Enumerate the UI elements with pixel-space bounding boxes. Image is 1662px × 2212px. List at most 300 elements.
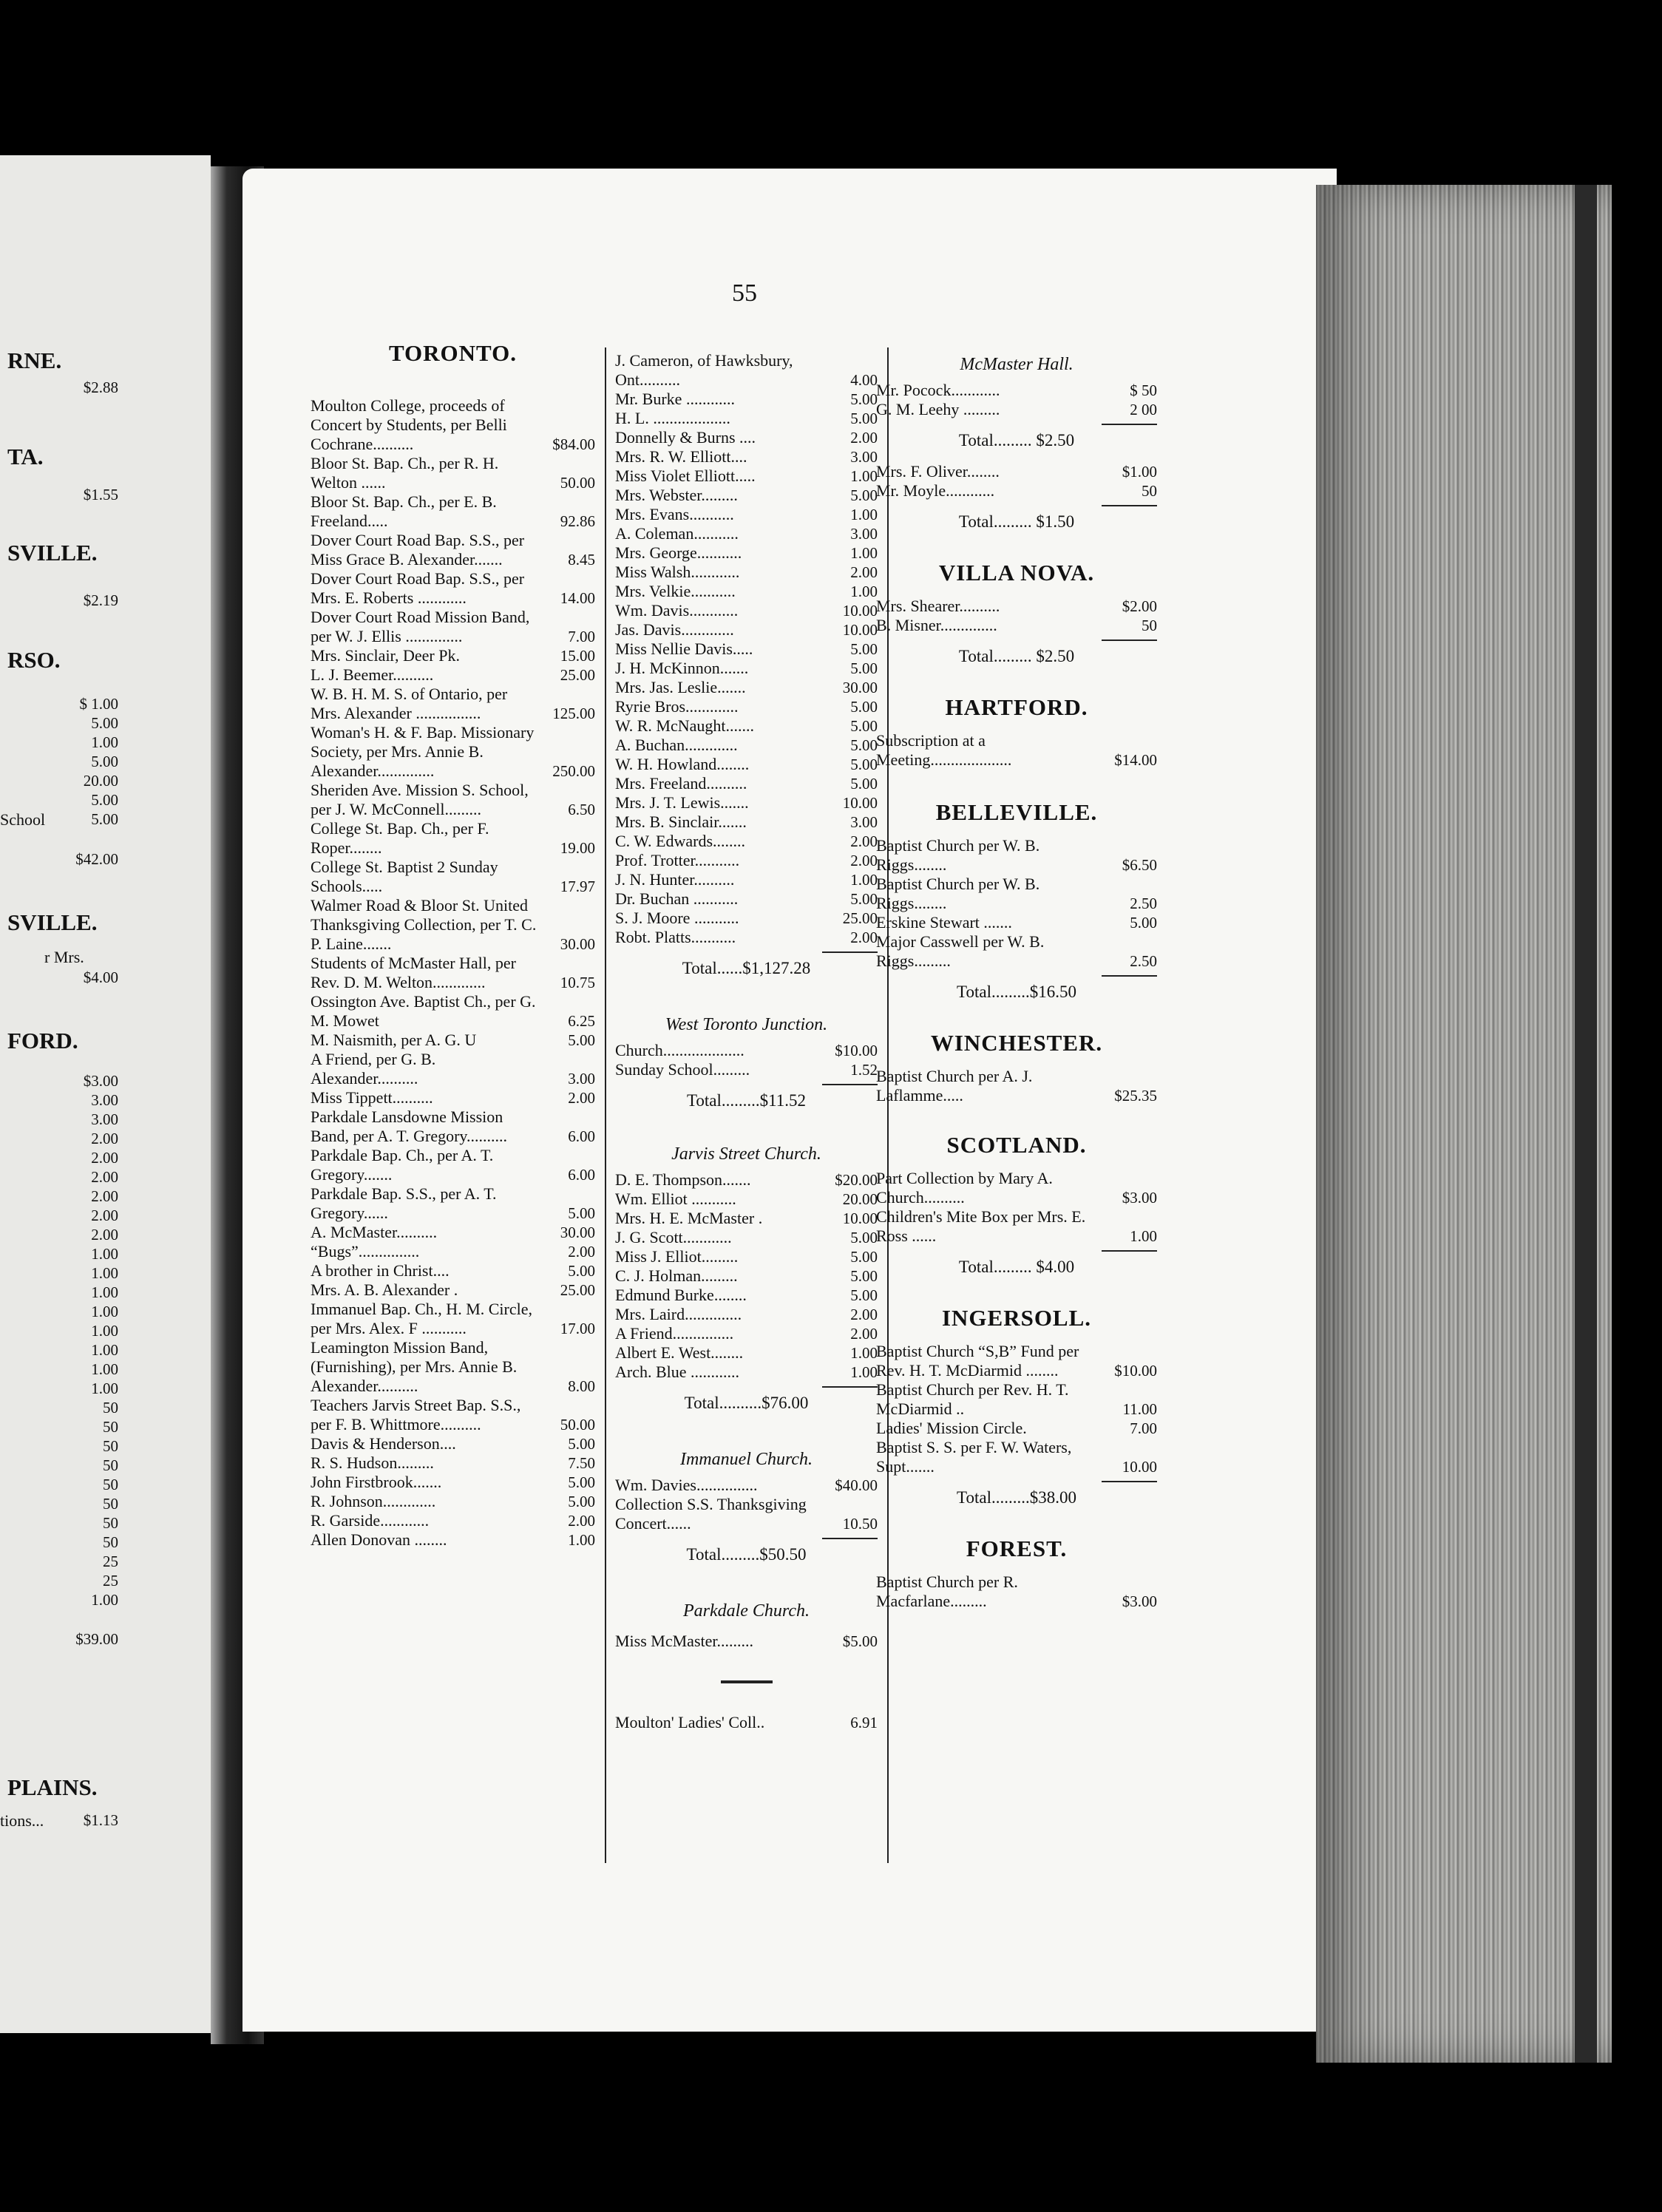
left-page-amount: $3.00 — [83, 1072, 118, 1090]
entry-name: Parkdale Bap. S.S., per A. T. Gregory...... — [311, 1184, 497, 1222]
ledger-entry — [615, 1476, 878, 1495]
left-page-amount: $2.88 — [83, 379, 118, 396]
left-page-heading: RSO. — [7, 647, 61, 673]
immanuel-church-entries — [615, 1476, 878, 1533]
left-page-heading: PLAINS. — [7, 1774, 98, 1800]
total-rule — [822, 1084, 878, 1085]
entry-amount: 2.00 — [850, 929, 878, 946]
entry-name: Bloor St. Bap. Ch., per E. B. Freeland..... — [311, 492, 497, 530]
entry-amount: 5.00 — [568, 1473, 595, 1491]
toronto-entries — [311, 396, 595, 1550]
left-page-amount: 2.00 — [91, 1168, 118, 1186]
entry-amount: 6.25 — [568, 1012, 595, 1030]
entry-name: Mrs. A. B. Alexander . — [311, 1280, 458, 1299]
left-page-amount: 1.00 — [91, 1245, 118, 1263]
entry-amount: 7.00 — [1130, 1419, 1157, 1437]
ledger-entry — [311, 1088, 595, 1107]
ledger-entry — [311, 665, 595, 685]
left-page-amount: 2.00 — [91, 1130, 118, 1147]
entry-amount: 5.00 — [850, 640, 878, 658]
forest-entries — [876, 1573, 1157, 1611]
entry-amount: 2.00 — [850, 832, 878, 850]
entry-amount: 250.00 — [552, 762, 595, 780]
left-page-amount: 3.00 — [91, 1110, 118, 1128]
ingersoll-entries — [876, 1342, 1157, 1476]
entry-amount: 5.00 — [850, 486, 878, 504]
entry-name: Baptist Church “S,B” Fund per Rev. H. T. McDiarmid ........ — [876, 1342, 1079, 1380]
jarvis-street-total: Total..........$76.00 — [684, 1394, 809, 1412]
entry-name: Parkdale Bap. Ch., per A. T. Gregory....... — [311, 1146, 494, 1184]
ledger-entry — [876, 913, 1157, 932]
ledger-entry — [876, 875, 1157, 913]
entry-name: Students of McMaster Hall, per Rev. D. M. Welton............. — [311, 954, 516, 991]
left-page-amount: 50 — [103, 1533, 118, 1551]
entry-amount: 25.00 — [560, 666, 595, 684]
ledger-entry — [311, 1184, 595, 1223]
ledger-entry — [615, 1170, 878, 1190]
entry-amount: 2 00 — [1130, 401, 1157, 418]
ledger-entry — [615, 1247, 878, 1266]
ledger-entry — [615, 793, 878, 812]
entry-amount: 5.00 — [850, 756, 878, 773]
entry-name: Children's Mite Box per Mrs. E. Ross ...... — [876, 1207, 1086, 1245]
entry-name: Dr. Buchan ........... — [615, 889, 739, 908]
entry-name: Baptist Church per A. J. Laflamme..... — [876, 1067, 1033, 1105]
ledger-entry — [311, 1280, 595, 1300]
villa-nova-heading: VILLA NOVA. — [938, 560, 1095, 586]
entry-name: Miss Nellie Davis..... — [615, 639, 753, 658]
ledger-entry — [876, 1573, 1157, 1611]
ledger-entry — [615, 582, 878, 601]
forest-heading: FOREST. — [966, 1536, 1068, 1561]
entry-name: A. Buchan............. — [615, 736, 738, 754]
belleville-total: Total.........$16.50 — [957, 983, 1076, 1001]
total-rule — [1102, 505, 1157, 506]
entry-amount: 5.00 — [1130, 914, 1157, 932]
ledger-entry — [311, 1511, 595, 1530]
entry-amount: 10.00 — [842, 794, 878, 812]
entry-name: Bloor St. Bap. Ch., per R. H. Welton ...... — [311, 454, 499, 492]
ledger-entry — [311, 1473, 595, 1492]
ledger-entry — [615, 755, 878, 774]
entry-amount: 1.00 — [850, 544, 878, 562]
entry-name: Mrs. Shearer.......... — [876, 597, 1000, 615]
left-page-amount: 50 — [103, 1495, 118, 1513]
entry-name: J. H. McKinnon....... — [615, 659, 749, 677]
entry-amount: 5.00 — [850, 659, 878, 677]
left-page-amount: 50 — [103, 1514, 118, 1532]
ledger-entry — [311, 992, 595, 1031]
left-page-amount: 5.00 — [91, 714, 118, 732]
left-page-amount: 20.00 — [83, 772, 118, 790]
entry-amount: 2.00 — [850, 563, 878, 581]
entry-amount: 1.00 — [568, 1531, 595, 1549]
ledger-entry — [615, 909, 878, 928]
entry-name: Erskine Stewart ....... — [876, 913, 1012, 932]
belleville-heading: BELLEVILLE. — [935, 799, 1098, 825]
entry-amount: $ 50 — [1130, 381, 1157, 399]
scotland-heading: SCOTLAND. — [946, 1132, 1087, 1158]
entry-amount: 1.00 — [850, 467, 878, 485]
entry-name: Miss Violet Elliott..... — [615, 467, 756, 485]
entry-amount: 25.00 — [842, 909, 878, 927]
ledger-entry — [311, 396, 595, 454]
entry-name: Jas. Davis............. — [615, 620, 734, 639]
entry-amount: 1.00 — [850, 1363, 878, 1381]
entry-amount: 125.00 — [552, 705, 595, 722]
left-page-amount: 5.00 — [91, 810, 118, 828]
entry-amount: 2.00 — [568, 1089, 595, 1107]
ledger-entry — [876, 1207, 1157, 1246]
entry-amount: 2.00 — [850, 1306, 878, 1323]
ledger-entry — [876, 481, 1157, 501]
entry-name: Mr. Moyle............ — [876, 481, 995, 500]
mcmaster-hall-entries — [876, 381, 1157, 419]
page-edges — [1316, 185, 1612, 2063]
ledger-entry — [615, 543, 878, 563]
entry-amount: 5.00 — [850, 1286, 878, 1304]
ledger-entry — [311, 1050, 595, 1088]
entry-name: S. J. Moore ........... — [615, 909, 739, 927]
ledger-entry — [615, 1305, 878, 1324]
ledger-entry — [615, 1041, 878, 1060]
entry-name: Mr. Pocock............ — [876, 381, 1000, 399]
total-rule — [1102, 639, 1157, 641]
entry-amount: $6.50 — [1122, 856, 1157, 874]
entry-amount: 5.00 — [850, 1267, 878, 1285]
left-page-amount: $1.55 — [83, 486, 118, 503]
entry-amount: 3.00 — [850, 448, 878, 466]
entry-name: College St. Baptist 2 Sunday Schools..... — [311, 858, 498, 895]
ledger-entry — [615, 467, 878, 486]
ledger-entry — [615, 889, 878, 909]
entry-amount: 1.00 — [850, 1344, 878, 1362]
entry-name: Ladies' Mission Circle. — [876, 1419, 1027, 1437]
ledger-entry — [615, 812, 878, 832]
ledger-entry — [876, 1380, 1157, 1419]
entry-name: Baptist Church per W. B. Riggs........ — [876, 875, 1040, 912]
mcmaster-hall-heading: McMaster Hall. — [960, 355, 1073, 374]
entry-amount: $14.00 — [1114, 751, 1157, 769]
ledger-entry — [876, 462, 1157, 481]
entry-name: A Friend, per G. B. Alexander.......... — [311, 1050, 436, 1088]
entry-name: Edmund Burke........ — [615, 1286, 747, 1304]
ledger-entry — [615, 1060, 878, 1079]
ledger-entry — [311, 1261, 595, 1280]
entry-name: Moulton' Ladies' Coll.. — [615, 1713, 765, 1731]
entry-amount: 5.00 — [850, 1248, 878, 1266]
entry-name: B. Misner.............. — [876, 616, 997, 634]
west-toronto-junction-entries — [615, 1041, 878, 1079]
entry-amount: 19.00 — [560, 839, 595, 857]
entry-amount: 30.00 — [560, 1224, 595, 1241]
entry-name: Walmer Road & Bloor St. United Thanksgiving Collection, per T. C. P. Laine....... — [311, 896, 537, 953]
ledger-entry — [311, 531, 595, 569]
entry-amount: 1.52 — [850, 1061, 878, 1079]
entry-name: Immanuel Bap. Ch., H. M. Circle, per Mrs. Alex. F ........... — [311, 1300, 533, 1337]
entry-amount: $1.00 — [1122, 463, 1157, 481]
entry-name: Albert E. West........ — [615, 1343, 744, 1362]
entry-name: Ossington Ave. Baptist Ch., per G. M. Mowet — [311, 992, 536, 1030]
entry-name: Baptist Church per R. Macfarlane......... — [876, 1573, 1018, 1610]
entry-name: R. Garside............ — [311, 1511, 430, 1530]
entry-name: J. Cameron, of Hawksbury, Ont.......... — [615, 351, 793, 389]
entry-amount: $20.00 — [835, 1171, 878, 1189]
entry-name: W. R. McNaught....... — [615, 716, 755, 735]
entry-name: A Friend............... — [615, 1324, 734, 1343]
left-page-amount: 1.00 — [91, 1303, 118, 1320]
entry-name: M. Naismith, per A. G. U — [311, 1031, 477, 1049]
left-page-amount: $1.13 — [83, 1811, 118, 1829]
ledger-entry — [876, 731, 1157, 770]
ledger-entry — [876, 1342, 1157, 1380]
entry-amount: 7.50 — [568, 1454, 595, 1472]
west-toronto-junction-total: Total.........$11.52 — [686, 1091, 807, 1110]
entry-amount: 6.00 — [568, 1166, 595, 1184]
entry-amount: 10.00 — [842, 621, 878, 639]
entry-amount: 10.50 — [842, 1515, 878, 1533]
entry-name: J. G. Scott............ — [615, 1228, 732, 1246]
entry-amount: 5.00 — [850, 1229, 878, 1246]
entry-name: Ryrie Bros............. — [615, 697, 739, 716]
entry-name: Mrs. R. W. Elliott.... — [615, 447, 747, 466]
ledger-entry — [615, 659, 878, 678]
ledger-entry — [311, 1453, 595, 1473]
entry-name: John Firstbrook....... — [311, 1473, 442, 1491]
ledger-entry — [311, 1146, 595, 1184]
entry-name: Mrs. J. T. Lewis....... — [615, 793, 749, 812]
entry-amount: 5.00 — [850, 698, 878, 716]
entry-amount: 5.00 — [850, 775, 878, 793]
section-divider — [721, 1680, 773, 1683]
entry-amount: 6.50 — [568, 801, 595, 818]
entry-name: Davis & Henderson.... — [311, 1434, 456, 1453]
entry-name: Subscription at a Meeting.................... — [876, 731, 1012, 769]
entry-amount: 50 — [1142, 482, 1157, 500]
entry-name: Donnelly & Burns .... — [615, 428, 756, 447]
entry-name: C. J. Holman......... — [615, 1266, 738, 1285]
entry-name: Mrs. H. E. McMaster . — [615, 1209, 763, 1227]
entry-amount: 5.00 — [568, 1031, 595, 1049]
entry-name: Collection S.S. Thanksgiving Concert...... — [615, 1495, 807, 1533]
ledger-entry — [615, 1495, 878, 1533]
immanuel-church-total: Total.........$50.50 — [686, 1545, 807, 1564]
left-page-amount: 50 — [103, 1476, 118, 1493]
entry-name: Mrs. F. Oliver........ — [876, 462, 1000, 481]
entry-amount: 3.00 — [568, 1070, 595, 1088]
page-number: 55 — [732, 279, 757, 307]
total-rule — [1102, 1481, 1157, 1482]
edge-shadow — [1575, 185, 1597, 2063]
entry-name: L. J. Beemer.......... — [311, 665, 434, 684]
ledger-entry — [876, 381, 1157, 400]
parkdale-church-entries — [615, 1632, 878, 1651]
entry-name: C. W. Edwards........ — [615, 832, 745, 850]
ingersoll-heading: INGERSOLL. — [941, 1305, 1092, 1331]
entry-amount: $10.00 — [835, 1042, 878, 1059]
entry-name: Mr. Burke ............ — [615, 390, 735, 408]
ledger-entry — [876, 836, 1157, 875]
entry-name: W. H. Howland........ — [615, 755, 750, 773]
total-rule — [1102, 975, 1157, 977]
total-rule — [1102, 1250, 1157, 1252]
winchester-entries — [876, 1067, 1157, 1105]
ledger-entry — [615, 1228, 878, 1247]
ledger-entry — [615, 390, 878, 409]
left-page-amount: 1.00 — [91, 1380, 118, 1397]
left-page-heading: FORD. — [7, 1028, 78, 1054]
left-page-amount: 25 — [103, 1572, 118, 1590]
moulton-entry — [615, 1713, 878, 1732]
entry-amount: 30.00 — [842, 679, 878, 696]
left-page-heading: SVILLE. — [7, 540, 98, 566]
entry-name: W. B. H. M. S. of Ontario, per Mrs. Alexander ................ — [311, 685, 508, 722]
hartford-heading: HARTFORD. — [945, 694, 1088, 720]
left-page-amount: $39.00 — [75, 1630, 118, 1648]
ledger-entry — [615, 697, 878, 716]
total-rule — [822, 1386, 878, 1388]
ledger-entry — [311, 781, 595, 819]
entry-name: A. McMaster.......... — [311, 1223, 438, 1241]
entry-amount: 5.00 — [850, 890, 878, 908]
entry-amount: 50 — [1142, 617, 1157, 634]
entry-name: College St. Bap. Ch., per F. Roper........ — [311, 819, 489, 857]
entry-amount: 17.97 — [560, 878, 595, 895]
entry-amount: 3.00 — [850, 813, 878, 831]
left-page-amount: 25 — [103, 1553, 118, 1570]
left-page-amount: 3.00 — [91, 1091, 118, 1109]
left-page-amount: $42.00 — [75, 850, 118, 868]
ledger-entry — [311, 723, 595, 781]
entry-amount: 6.91 — [850, 1714, 878, 1731]
entry-amount: 2.00 — [568, 1512, 595, 1530]
toronto-total: Total......$1,127.28 — [682, 959, 811, 977]
entry-amount: 92.86 — [560, 512, 595, 530]
entry-name: Mrs. Webster......... — [615, 486, 738, 504]
ledger-entry — [311, 1223, 595, 1242]
ledger-entry — [615, 928, 878, 947]
jarvis-street-entries — [615, 1170, 878, 1382]
column-toronto — [311, 325, 595, 1550]
ledger-entry — [311, 454, 595, 492]
ledger-entry — [311, 1242, 595, 1261]
total-rule — [822, 951, 878, 953]
ledger-entry — [311, 492, 595, 531]
entry-name: Arch. Blue ............ — [615, 1363, 740, 1381]
column-3 — [876, 347, 1157, 1611]
entry-name: Part Collection by Mary A. Church.......... — [876, 1169, 1053, 1207]
left-page-amount: 1.00 — [91, 1591, 118, 1609]
immanuel-church-heading: Immanuel Church. — [679, 1450, 813, 1469]
entry-amount: 10.00 — [1122, 1458, 1157, 1476]
entry-name: Baptist Church per Rev. H. T. McDiarmid .. — [876, 1380, 1069, 1418]
ledger-entry — [615, 639, 878, 659]
ledger-entry — [876, 597, 1157, 616]
entry-amount: 5.00 — [850, 717, 878, 735]
ledger-entry — [876, 1067, 1157, 1105]
left-page-amount: 50 — [103, 1456, 118, 1474]
ledger-entry — [311, 1107, 595, 1146]
left-page-amount: 1.00 — [91, 1264, 118, 1282]
ledger-entry — [615, 447, 878, 467]
entry-name: Baptist S. S. per F. W. Waters, Supt....... — [876, 1438, 1072, 1476]
total-rule — [822, 1538, 878, 1539]
mcmaster-hall-total-1: Total......... $2.50 — [958, 431, 1075, 449]
entry-name: Baptist Church per W. B. Riggs........ — [876, 836, 1040, 874]
mcmaster-hall-total-2: Total......... $1.50 — [958, 512, 1075, 531]
left-page-amount: 50 — [103, 1437, 118, 1455]
total-rule — [1102, 424, 1157, 425]
entry-name: Miss Walsh............ — [615, 563, 740, 581]
entry-amount: 11.00 — [1122, 1400, 1157, 1418]
entry-amount: 5.00 — [568, 1262, 595, 1280]
entry-name: Mrs. Laird.............. — [615, 1305, 742, 1323]
ledger-entry — [876, 932, 1157, 971]
entry-name: Miss Tippett.......... — [311, 1088, 433, 1107]
entry-amount: 2.50 — [1130, 895, 1157, 912]
villa-nova-entries — [876, 597, 1157, 635]
left-page-amount: $2.19 — [83, 591, 118, 609]
ledger-entry — [615, 1286, 878, 1305]
ledger-entry — [311, 1492, 595, 1511]
entry-name: Mrs. Velkie........... — [615, 582, 736, 600]
entry-name: Parkdale Lansdowne Mission Band, per A. T. Gregory.......... — [311, 1107, 507, 1145]
ledger-entry — [615, 563, 878, 582]
entry-name: Wm. Davies............... — [615, 1476, 758, 1494]
villa-nova-total: Total......... $2.50 — [958, 647, 1075, 665]
ledger-entry — [615, 1266, 878, 1286]
entry-amount: $3.00 — [1122, 1592, 1157, 1610]
left-page-amount: 2.00 — [91, 1207, 118, 1224]
ledger-entry — [615, 601, 878, 620]
entry-amount: 2.00 — [850, 852, 878, 869]
entry-name: Wm. Elliot ........... — [615, 1190, 736, 1208]
ledger-entry — [311, 646, 595, 665]
ledger-entry — [311, 1396, 595, 1434]
entry-name: “Bugs”............... — [311, 1242, 420, 1261]
entry-name: Mrs. Jas. Leslie....... — [615, 678, 746, 696]
entry-name: R. Johnson............. — [311, 1492, 436, 1510]
entry-name: Wm. Davis............ — [615, 601, 739, 620]
winchester-heading: WINCHESTER. — [930, 1030, 1103, 1056]
left-page-fragment: tions... — [0, 1811, 44, 1830]
entry-amount: 10.00 — [842, 602, 878, 620]
ledger-entry — [311, 896, 595, 954]
ledger-entry — [615, 716, 878, 736]
ledger-entry — [311, 1434, 595, 1453]
left-page-amount: 5.00 — [91, 791, 118, 809]
entry-name: Sheriden Ave. Mission S. School, per J. W. McConnell......... — [311, 781, 529, 818]
entry-amount: 10.75 — [560, 974, 595, 991]
entry-amount: 7.00 — [568, 628, 595, 645]
entry-amount: $84.00 — [552, 435, 595, 453]
entry-name: Major Casswell per W. B. Riggs......... — [876, 932, 1045, 970]
hartford-entries — [876, 731, 1157, 770]
entry-amount: 50.00 — [560, 1416, 595, 1434]
ledger-entry — [615, 1209, 878, 1228]
entry-name: Robt. Platts........... — [615, 928, 736, 946]
left-page-amount: 50 — [103, 1418, 118, 1436]
ledger-entry — [615, 409, 878, 428]
entry-amount: $5.00 — [842, 1632, 878, 1650]
left-page-heading: RNE. — [7, 347, 62, 373]
toronto-entries-continued — [615, 351, 878, 947]
ledger-entry — [615, 505, 878, 524]
left-page-amount: 5.00 — [91, 753, 118, 770]
ledger-entry — [615, 351, 878, 390]
ledger-entry — [615, 1190, 878, 1209]
entry-amount: 20.00 — [842, 1190, 878, 1208]
